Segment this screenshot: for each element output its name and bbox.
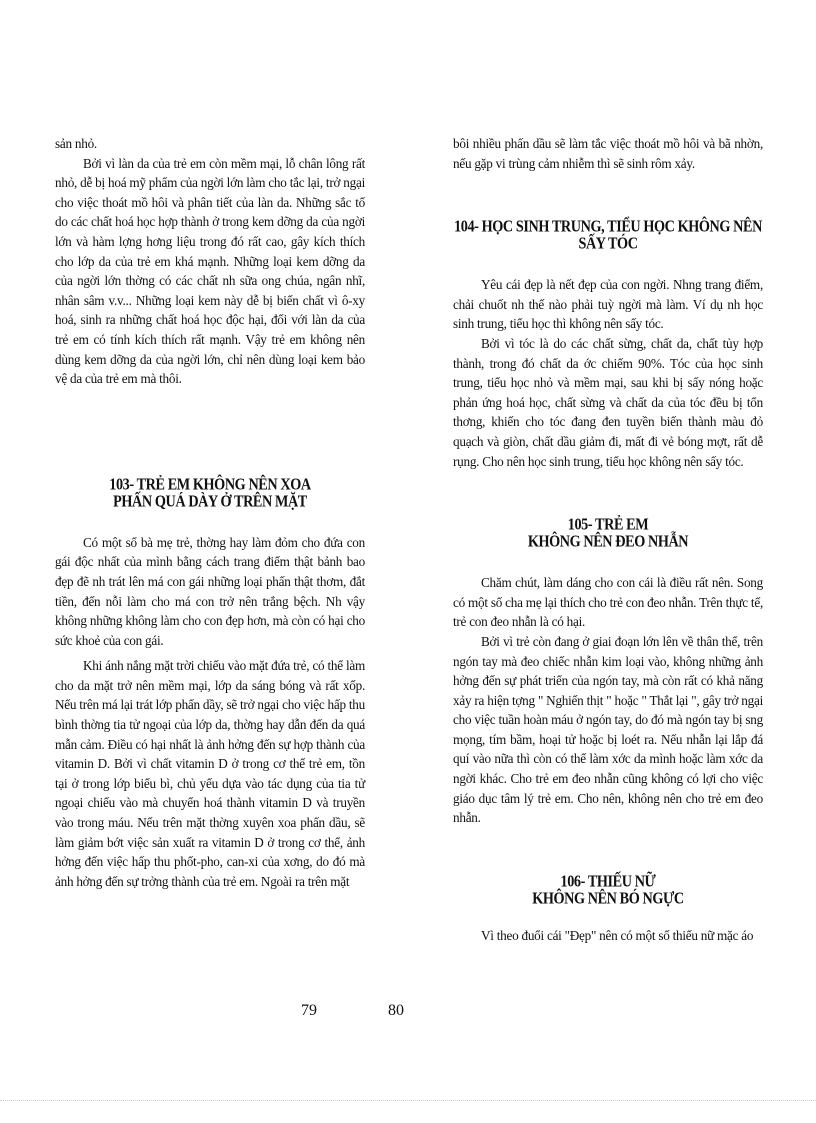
section-104-title-line2: SẤY TÓC xyxy=(578,234,638,254)
left-paragraph-skin: Bởi vì làn da của trẻ em còn mềm mại, lỗ chân lông rất nhỏ, dễ bị hoá mỹ phẩm của ngời lớn làm cho tắc lại, trở ngại cho việc thoát mồ hôi và phân tiết của làn da. Những sắc tố do các chất hoá học hợp thành ở trong kem dỡng da của ngời lớn và hàm lợng hơng liệu trong đó rất cao, gây kích thích cho lớp da của trẻ em khá mạnh. Những loại kem dỡng da của ngời lớn thờng có các chất nh sữa ong chúa, ngân nhĩ, nhân sâm v.v... Những loại kem này dễ bị biến chất vì ô-xy hoá, sinh ra những chất hoá học độc hại, đối với làn da của trẻ em có tính kích thích rất mạnh. Vậy trẻ em không nên dùng kem dỡng da của ngời lớn, chỉ nên dùng loại kem bảo vệ da của trẻ em mà thôi. xyxy=(55,155,365,387)
section-106-title-line2: KHÔNG NÊN BÓ NGỰC xyxy=(532,889,684,908)
section-104-paragraph-1: Yêu cái đẹp là nết đẹp của con ngời. Nhng trang điểm, chải chuốt nh thế nào phải tuỳ ngời mà làm. Ví dụ nh học sinh trung, tiểu học thì không nên sấy tóc. xyxy=(453,277,763,332)
right-intro-text: bôi nhiều phấn dầu sẽ làm tắc việc thoát mồ hôi và bã nhờn, nếu gặp vi trùng cảm nhiễm thì sẽ sinh rôm xảy. xyxy=(453,136,763,171)
section-105-paragraph-2: Bởi vì trẻ còn đang ở giai đoạn lớn lên về thân thể, trên ngón tay mà đeo chiếc nhẫn kim loại vào, không những ảnh hởng đến sự phát triển của ngón tay, mà còn rất có khả năng xảy ra hiện tợng " Nghiến thịt " hoặc " Thắt lại ", gây trở ngại cho việc tuần hoàn máu ở ngón tay, do đó mà ngón tay bị sng mọng, tím bầm, hoại tử hoặc bị loét ra. Nếu nhẫn lại lắp đá quí vào nữa thì còn có thể làm xớc da mình hoặc làm xớc da ngời khác. Cho trẻ em đeo nhẫn cũng không có lợi cho việc giáo dục tâm lý trẻ em. Cho nên, không nên cho trẻ em đeo nhẫn. xyxy=(453,633,763,826)
section-103-paragraph-1: Có một số bà mẹ trẻ, thờng hay làm đỏm cho đứa con gái độc nhất của mình bằng cách trang điểm thật bảnh bao đẹp đẽ nh trát lên má con gái những loại phấn thật thơm, đắt tiền, đến nỗi làm cho má con trở nên trắng bệch. Nh vậy không những không làm cho con đẹp hơn, mà còn có hại cho sức khoẻ của con gái. xyxy=(55,534,365,648)
section-105-title-line2: KHÔNG NÊN ĐEO NHẪN xyxy=(527,532,689,552)
section-106-title-line1: 106- THIẾU NỮ xyxy=(560,872,656,891)
section-103-paragraph-2: Khi ánh nắng mặt trời chiếu vào mặt đứa trẻ, có thể làm cho da mặt trở nên mềm mại, lớp da sáng bóng và rất xốp. Nếu trên má lại trát lớp phấn dầy, sẽ trở ngại cho việc hấp thu bình thờng tia tử ngoại của lớp da, thờng hay dẫn đến da quá mẫn cảm. Điều có hại nhất là ảnh hởng đến sự hợp thành của vitamin D. Bởi vì chất vitamin D ở trong cơ thể trẻ em, tồn tại ở trong lớp biểu bì, chủ yếu dựa vào tác dụng của tia tử ngoại chiếu vào mà chuyển hoá thành vitamin D và truyền vào trong máu. Nếu trên mặt thờng xuyên xoa phấn dầu, sẽ làm giảm bớt việc sản xuất ra vitamin D ở trong cơ thể, ảnh hởng đến việc hấp thu phốt-pho, can-xi của xơng, do đó mà ảnh hởng đến sự trởng thành của trẻ em. Ngoài ra trên mặt xyxy=(55,658,365,889)
section-103-title-line1: 103- TRẺ EM KHÔNG NÊN XOA xyxy=(109,475,311,494)
bottom-dotted-rule xyxy=(0,1100,816,1101)
section-106-paragraph-1: Vì theo đuổi cái "Đẹp" nên có một số thiếu nữ mặc áo xyxy=(481,927,754,943)
section-105-title-line1: 105- TRẺ EM xyxy=(567,515,649,535)
right-page-column xyxy=(453,134,763,945)
left-page-column xyxy=(55,134,365,891)
section-104-title-line1: 104- HỌC SINH TRUNG, TIỂU HỌC KHÔNG NÊN xyxy=(454,217,762,237)
page-number-right: 80 xyxy=(388,1002,404,1019)
section-103-title-line2: PHẤN QUÁ DÀY Ở TRÊN MẶT xyxy=(113,492,307,511)
section-104-paragraph-2: Bởi vì tóc là do các chất sừng, chất da, chất tủy hợp thành, trong đó chất da ớc chiếm 90%. Tóc của học sinh trung, tiểu học nhỏ và mềm mại, sau khi bị sấy nóng hoặc phản ứng hoá học, chất sừng và chất da của tóc đều bị tổn thơng, khiến cho tóc đang đen tuyền biến thành màu đỏ quạch và giòn, chất dầu giảm đi, mất đi vẻ bóng mợt, rất dễ rụng. Cho nên học sinh trung, tiểu học không nên sấy tóc. xyxy=(453,335,763,469)
left-intro-line: sản nhỏ. xyxy=(55,136,97,151)
page-number-left: 79 xyxy=(301,1002,317,1019)
section-105-paragraph-1: Chăm chút, làm dáng cho con cái là điều rất nên. Song có một số cha mẹ lại thích cho trẻ con đeo nhẫn. Trên thực tế, trẻ con đeo nhẫn là có hại. xyxy=(453,575,763,630)
